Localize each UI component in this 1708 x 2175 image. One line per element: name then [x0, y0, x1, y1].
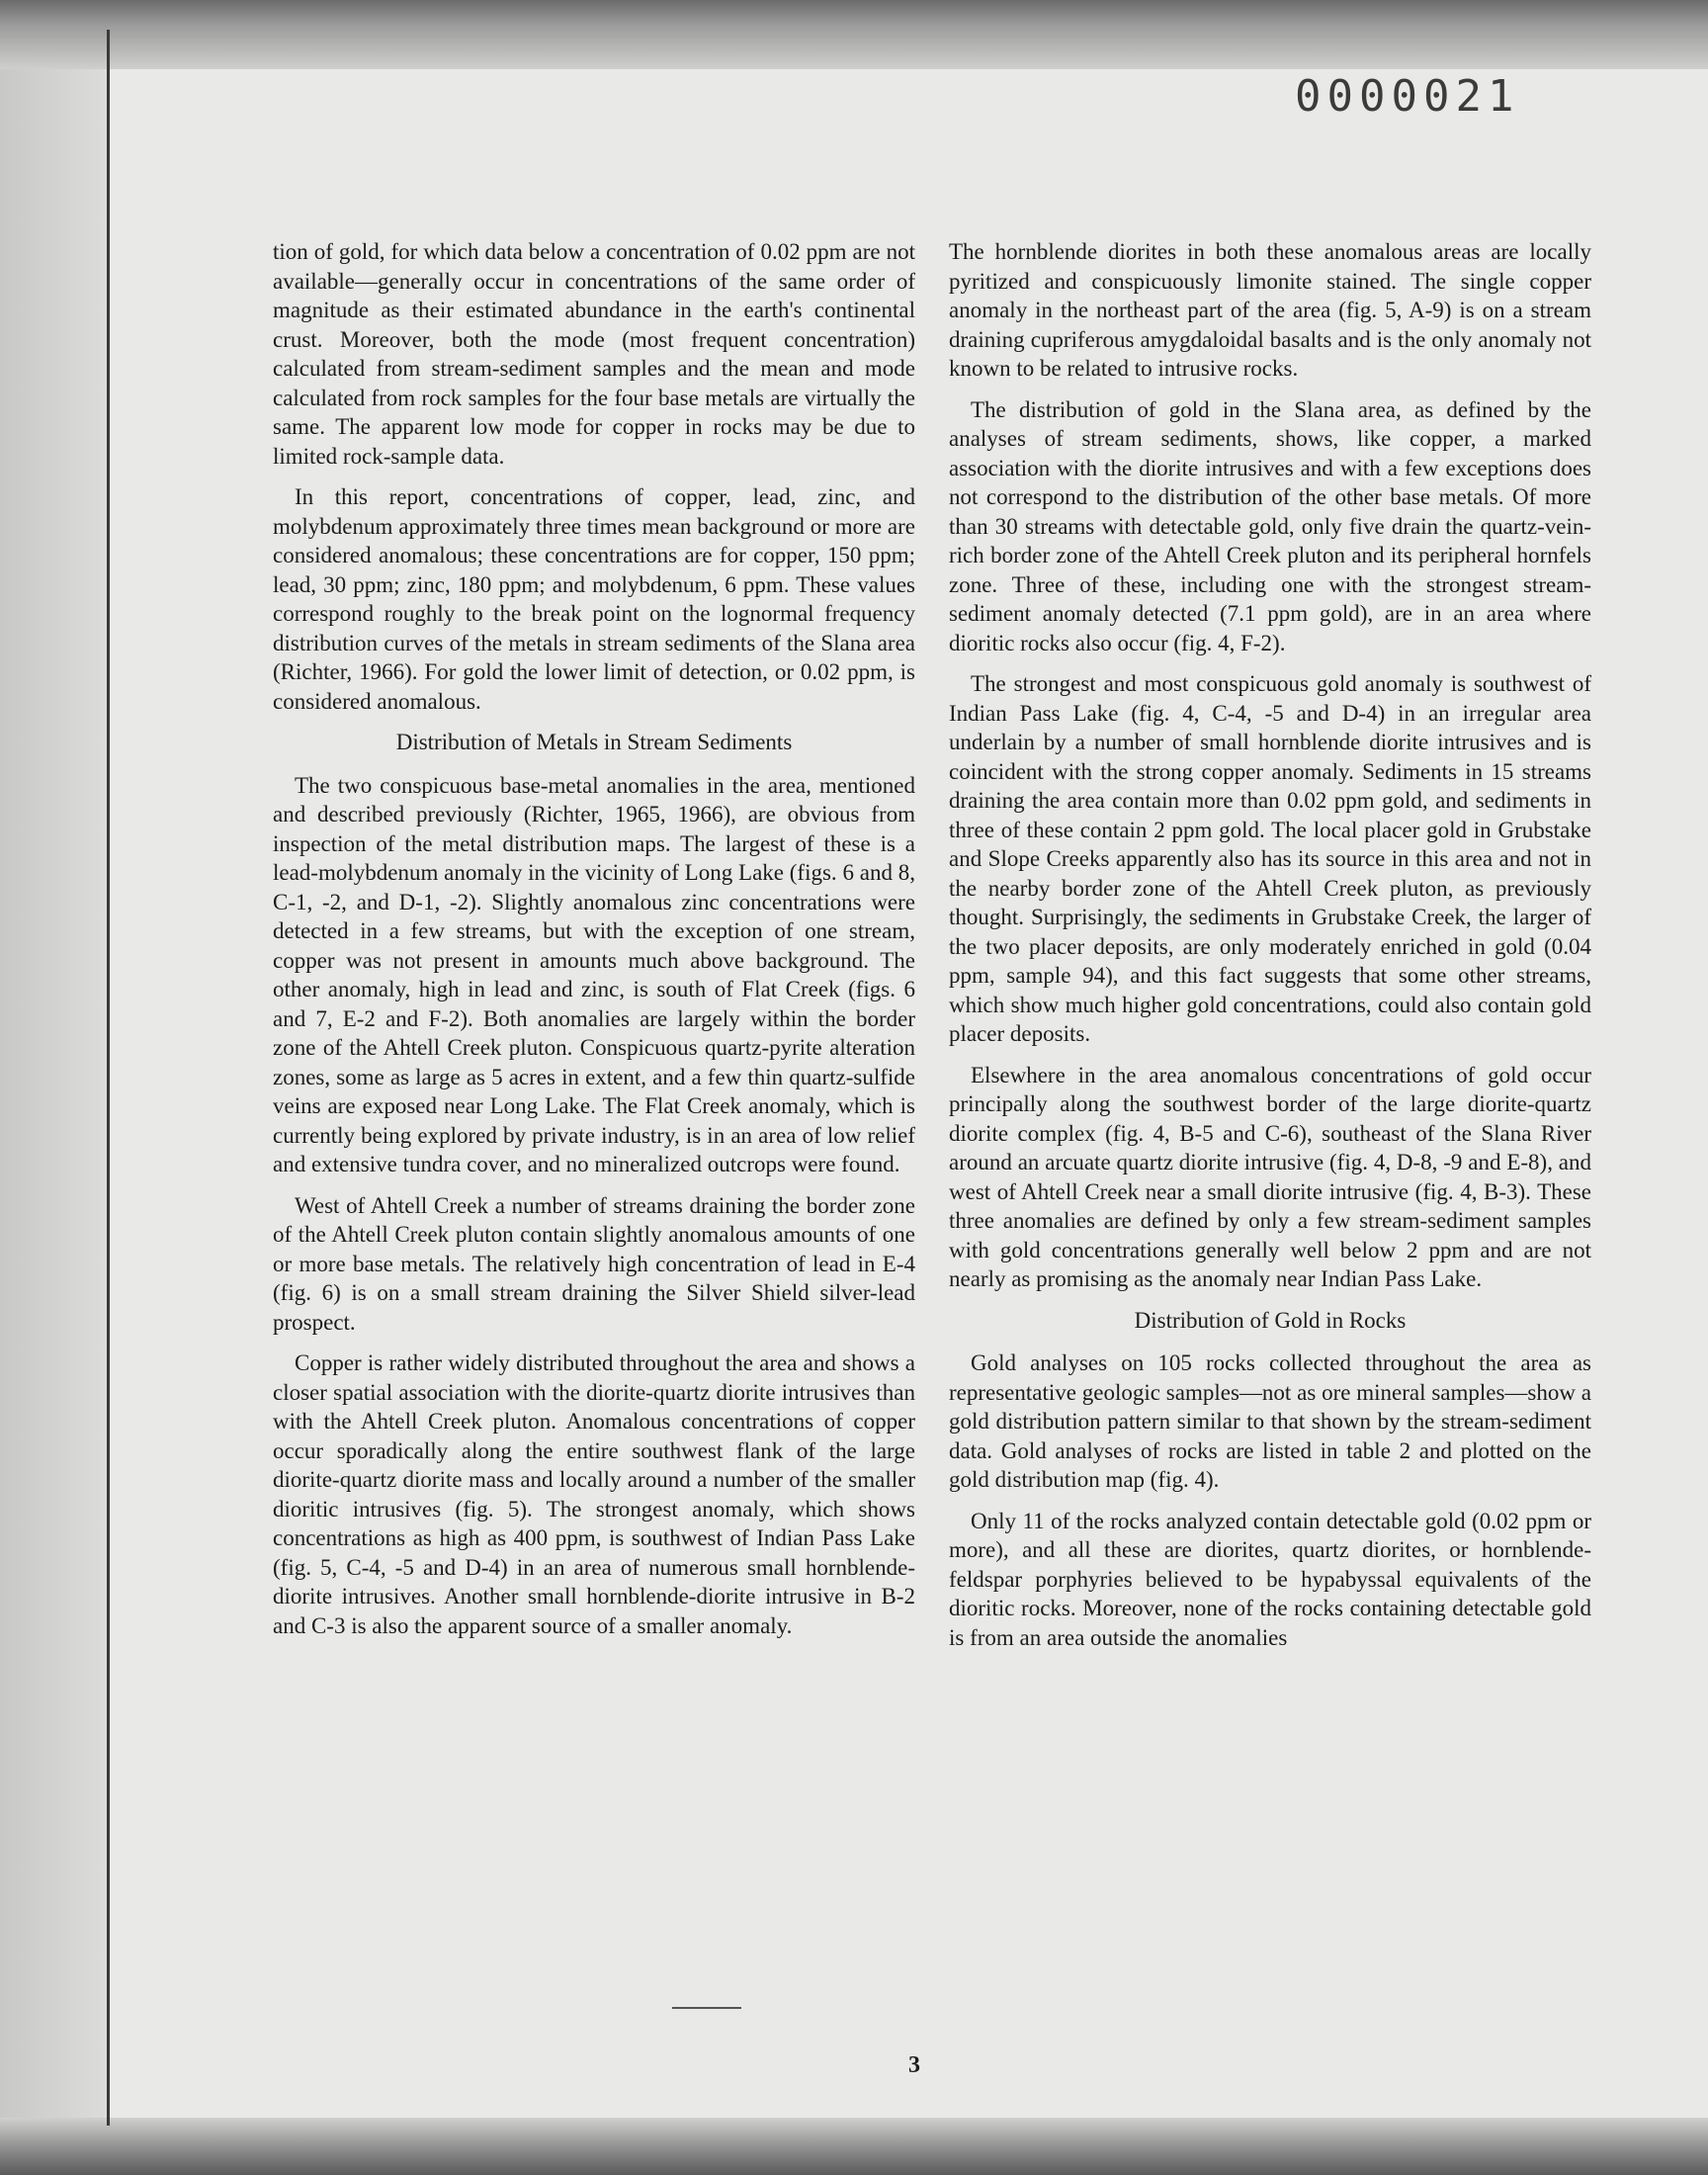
paragraph: The distribution of gold in the Slana area, as defined by the analyses of stream sediments, shows, like copper, a marked association with the diorite intrusives and with a few exceptions does not correspond to the distribution of the other base metals. Of more than 30 streams with detectable gold, only five drain the quartz-vein-rich border zone of the Ahtell Creek pluton and its peripheral hornfels zone. Three of these, including one with the strongest stream-sediment anomaly detected (7.1 ppm gold), are in an area where dioritic rocks also occur (fig. 4, F-2).	[949, 396, 1591, 655]
paragraph: The two conspicuous base-metal anomalies in the area, mentioned and described previously (Richter, 1965, 1966), are obvious from inspection of the metal distribution maps. The largest of these is a lead-molybdenum anomaly in the vicinity of Long Lake (figs. 6 and 8, C-1, -2, and D-1, -2). Slightly anomalous zinc concentrations were detected in a few streams, but with the exception of one stream, copper was not present in amounts much above background. The other anomaly, high in lead and zinc, is south of Flat Creek (figs. 6 and 7, E-2 and F-2). Both anomalies are largely within the border zone of the Ahtell Creek pluton. Conspicuous quartz-pyrite alteration zones, some as large as 5 acres in extent, and a few thin quartz-sulfide veins are exposed near Long Lake. The Flat Creek anomaly, which is currently being explored by private industry, is in an area of low relief and extensive tundra cover, and no mineralized outcrops were found.	[273, 772, 915, 1176]
paragraph: The hornblende diorites in both these anomalous areas are locally pyritized and conspicuously limonite stained. The single copper anomaly in the northeast part of the area (fig. 5, A-9) is on a stream draining cupriferous amygdaloidal basalts and is the only anomaly not known to be related to intrusive rocks.	[949, 239, 1591, 381]
paragraph: Copper is rather widely distributed throughout the area and shows a closer spatial association with the diorite-quartz diorite intrusives than with the Ahtell Creek pluton. Anomalous concentrations of copper occur sporadically along the entire southwest flank of the large diorite-quartz diorite mass and locally around a number of the smaller dioritic intrusives (fig. 5). The strongest anomaly, which shows concentrations as high as 400 ppm, is southwest of Indian Pass Lake (fig. 5, C-4, -5 and D-4) in an area of numerous small hornblende-diorite intrusives. Another small hornblende-diorite intrusive in B-2 and C-3 is also the apparent source of a smaller anomaly.	[273, 1350, 915, 1638]
paragraph: Elsewhere in the area anomalous concentrations of gold occur principally along the southwest border of the large diorite-quartz diorite complex (fig. 4, B-5 and C-6), southeast of the Slana River around an arcuate quartz diorite intrusive (fig. 4, D-8, -9 and E-8), and west of Ahtell Creek near a small diorite intrusive (fig. 4, B-3). These three anomalies are defined by only a few stream-sediment samples with gold concentrations generally well below 2 ppm and are not nearly as promising as the anomaly near Indian Pass Lake.	[949, 1062, 1591, 1291]
scan-edge-bottom	[0, 2118, 1708, 2175]
scan-edge-top	[0, 0, 1708, 69]
binding-shadow	[0, 0, 107, 2175]
binding-line	[107, 30, 110, 2126]
paragraph: West of Ahtell Creek a number of streams draining the border zone of the Ahtell Creek pluton contain slightly anomalous amounts of one or more base metals. The relatively high concentration of lead in E-4 (fig. 6) is on a small stream draining the Silver Shield silver-lead prospect.	[273, 1192, 915, 1335]
document-number: 0000021	[1295, 71, 1520, 122]
right-column	[949, 237, 1591, 1997]
page-number: 3	[908, 2052, 920, 2078]
left-column	[273, 237, 915, 1997]
section-heading: Distribution of Metals in Stream Sediments	[395, 730, 793, 754]
paragraph: Only 11 of the rocks analyzed contain detectable gold (0.02 ppm or more), and all these are diorites, quartz diorites, or hornblende-feldspar porphyries believed to be hypabyssal equivalents of the dioritic rocks. Moreover, none of the rocks containing detectable gold is from an area outside the anomalies	[949, 1508, 1591, 1650]
paragraph: tion of gold, for which data below a concentration of 0.02 ppm are not available—generally occur in concentrations of the same order of magnitude as their estimated abundance in the earth's continental crust. Moreover, both the mode (most frequent concentration) calculated from stream-sediment samples and the mean and mode calculated from rock samples for the four base metals are virtually the same. The apparent low mode for copper in rocks may be due to limited rock-sample data.	[273, 239, 915, 469]
paragraph: In this report, concentrations of copper, lead, zinc, and molybdenum approximately three times mean background or more are considered anomalous; these concentrations are for copper, 150 ppm; lead, 30 ppm; zinc, 180 ppm; and molybdenum, 6 ppm. These values correspond roughly to the break point on the lognormal frequency distribution curves of the metals in stream sediments of the Slana area (Richter, 1966). For gold the lower limit of detection, or 0.02 ppm, is considered anomalous.	[273, 484, 915, 714]
separator-mark	[672, 2007, 741, 2009]
paragraph: Gold analyses on 105 rocks collected throughout the area as representative geologic samples—not as ore mineral samples—show a gold distribution pattern similar to that shown by the stream-sediment data. Gold analyses of rocks are listed in table 2 and plotted on the gold distribution map (fig. 4).	[949, 1350, 1591, 1492]
section-heading: Distribution of Gold in Rocks	[1134, 1307, 1407, 1333]
paragraph: The strongest and most conspicuous gold anomaly is southwest of Indian Pass Lake (fig. 4, C-4, -5 and D-4) in an irregular area underlain by a number of small hornblende diorite intrusives and is coincident with the strong copper anomaly. Sediments in 15 streams draining the area contain more than 0.02 ppm gold, and sediments in three of these contain 2 ppm gold. The local placer gold in Grubstake and Slope Creeks apparently also has its source in this area and not in the nearby border zone of the Ahtell Creek pluton, as previously thought. Surprisingly, the sediments in Grubstake Creek, the larger of the two placer deposits, are only moderately enriched in gold (0.04 ppm, sample 94), and this fact suggests that some other streams, which show much higher gold concentrations, could also contain gold placer deposits.	[949, 671, 1591, 1046]
